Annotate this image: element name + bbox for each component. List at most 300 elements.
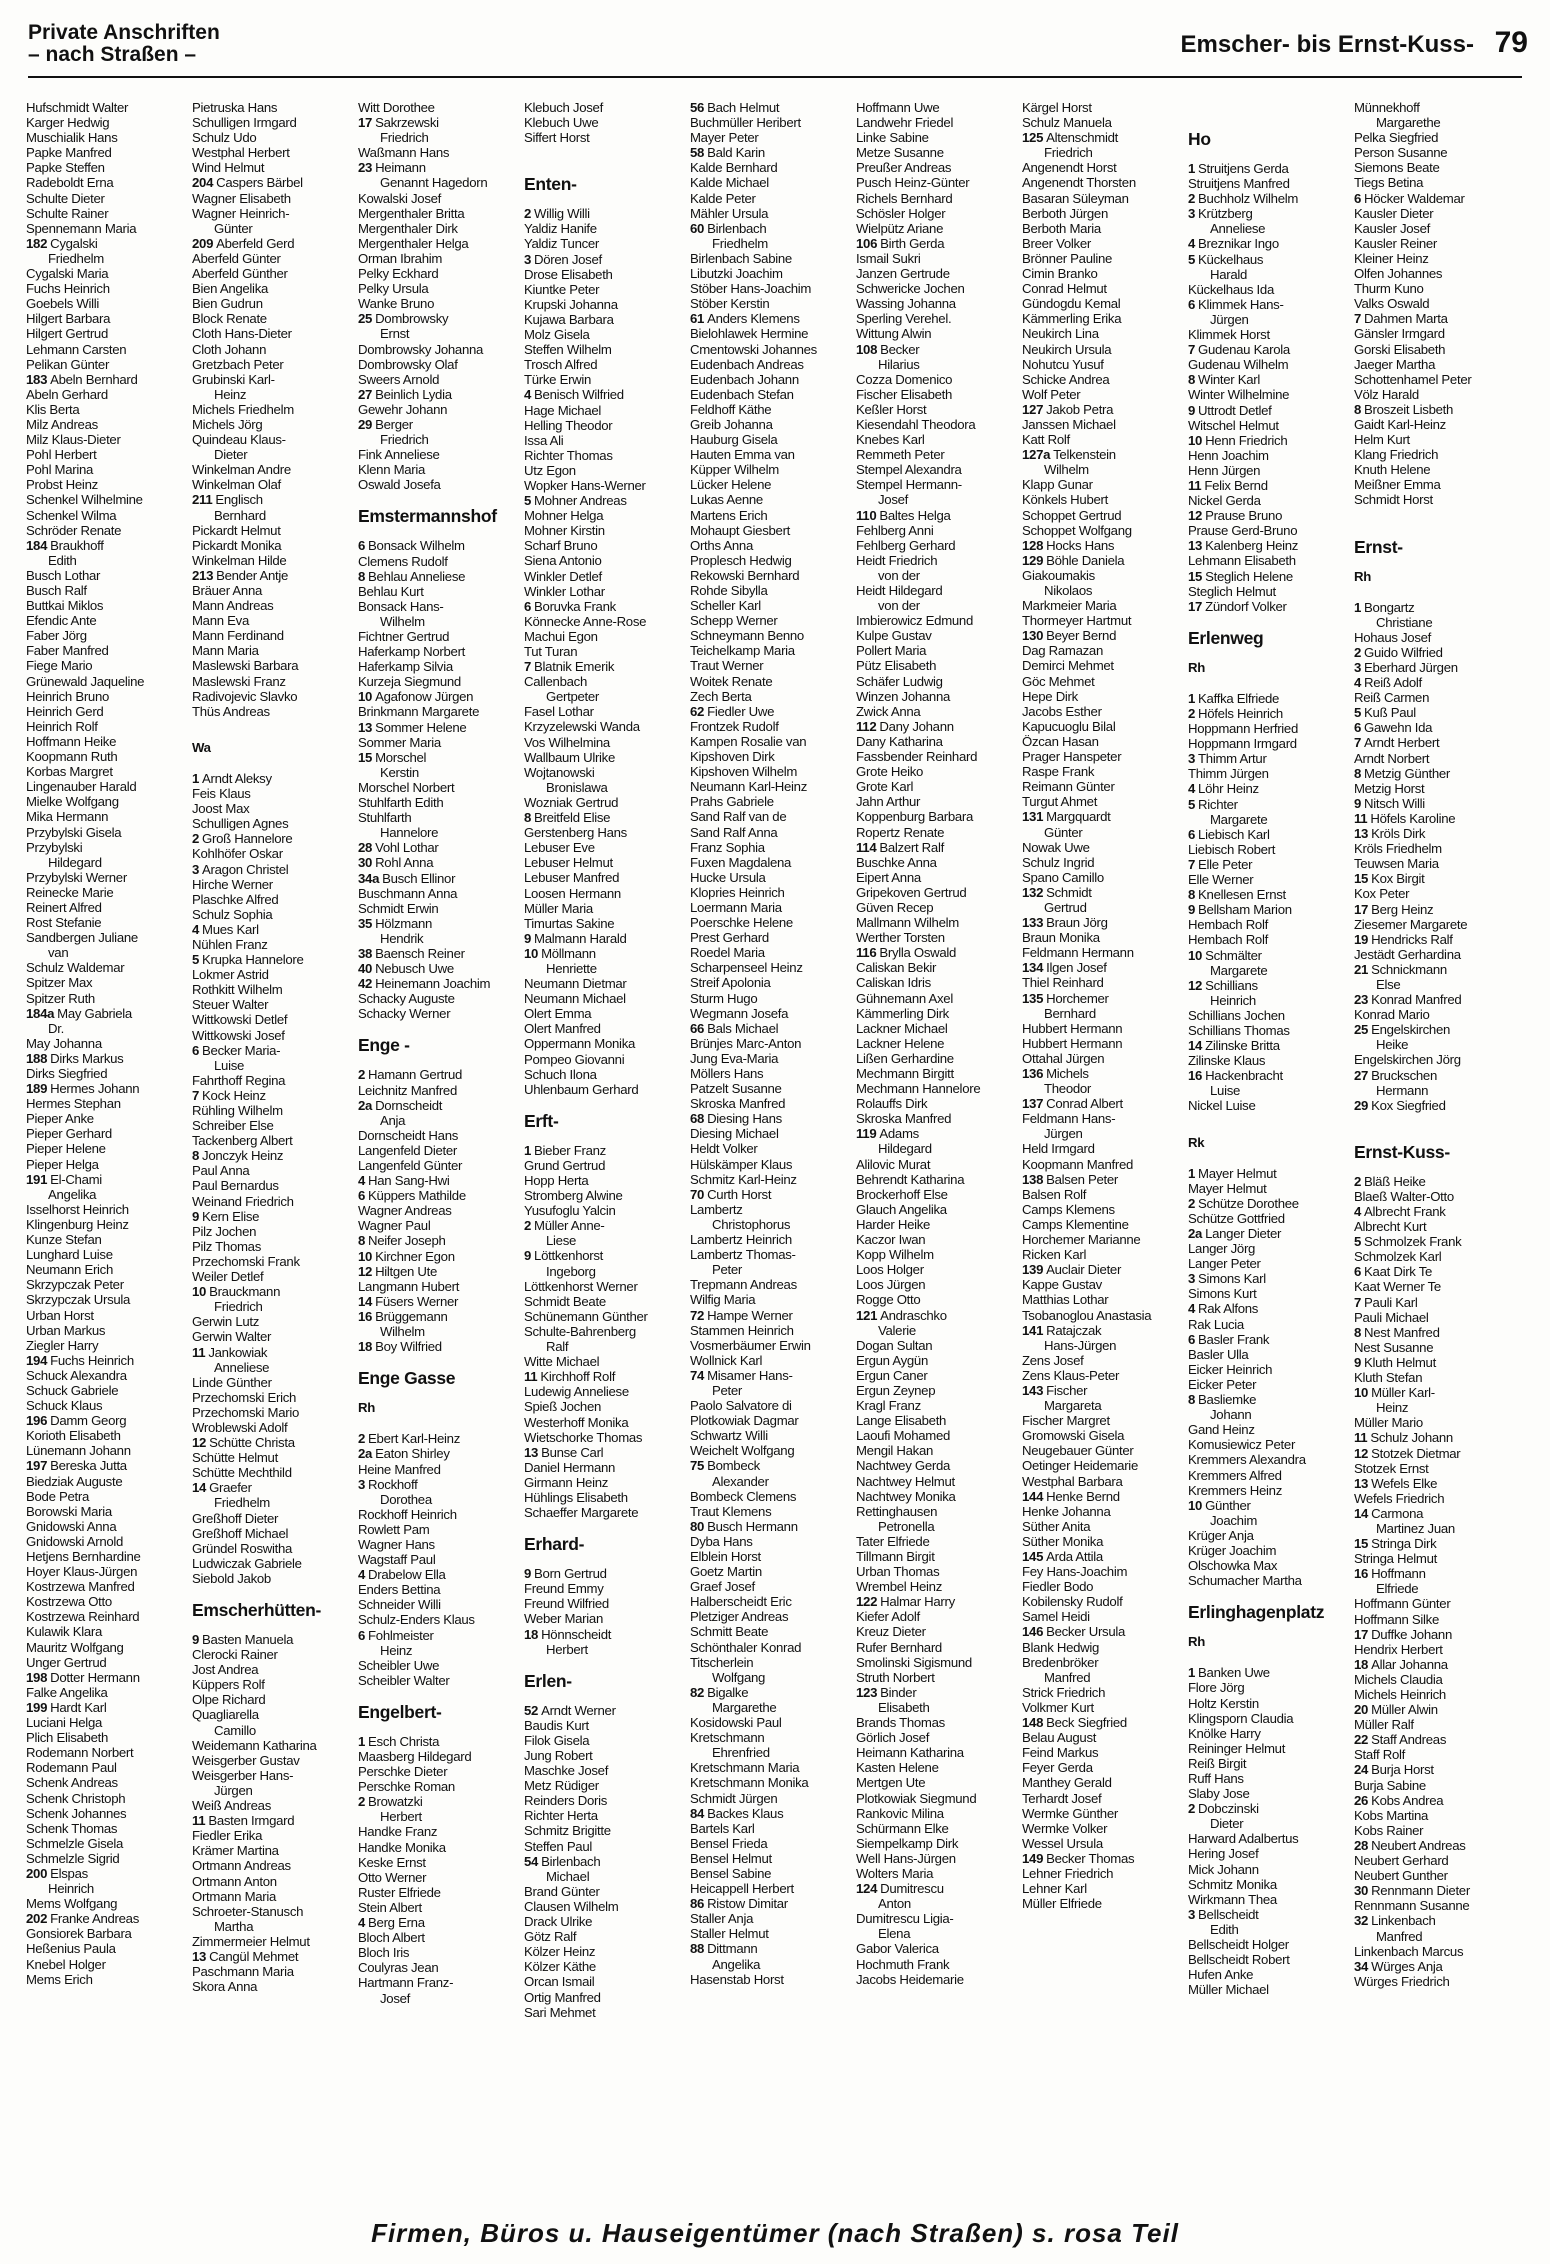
- entry-continuation: Bernhard: [214, 507, 266, 523]
- house-number: 148: [1022, 1715, 1044, 1731]
- house-number: 6: [358, 1188, 366, 1204]
- resident-entry: Biedziak Auguste: [26, 1473, 123, 1489]
- resident-entry: Hauten Emma van: [690, 447, 795, 463]
- resident-entry: Plich Elisabeth: [26, 1730, 108, 1746]
- resident-entry: Rettinghausen: [856, 1503, 938, 1519]
- house-number: 11: [1354, 1430, 1368, 1446]
- resident-entry: Rost Stefanie: [26, 915, 102, 931]
- resident-entry: Ergun Caner: [856, 1367, 928, 1383]
- resident-entry: 8 Nest Manfred: [1354, 1324, 1440, 1340]
- resident-entry: 194 Fuchs Heinrich: [26, 1352, 134, 1368]
- resident-entry: Handke Monika: [358, 1839, 446, 1855]
- resident-entry: Völz Harald: [1354, 386, 1419, 402]
- house-number: 188: [26, 1050, 48, 1066]
- resident-entry: Kopp Wilhelm: [856, 1247, 934, 1263]
- entry-continuation: Edith: [48, 552, 77, 568]
- resident-entry: 200 Elspas: [26, 1865, 88, 1881]
- resident-entry: Mergenthaler Britta: [358, 205, 465, 221]
- resident-entry: Pompeo Giovanni: [524, 1051, 625, 1067]
- resident-entry: Bielohlawek Hermine: [690, 326, 809, 342]
- resident-entry: Horchemer Marianne: [1022, 1232, 1141, 1248]
- resident-entry: Kremmers Alfred: [1188, 1467, 1282, 1483]
- resident-entry: Mann Ferdinand: [192, 628, 284, 644]
- resident-entry: Schillians Jochen: [1188, 1007, 1285, 1023]
- resident-entry: Liebisch Robert: [1188, 841, 1276, 857]
- resident-entry: Jung Eva-Maria: [690, 1050, 779, 1066]
- house-number: 1: [524, 1142, 532, 1158]
- house-number: 17: [1188, 598, 1203, 614]
- resident-entry: Demirci Mehmet: [1022, 658, 1114, 674]
- resident-entry: 24 Burja Horst: [1354, 1762, 1434, 1778]
- resident-entry: Bellscheidt Holger: [1188, 1937, 1289, 1953]
- resident-entry: Maslewski Franz: [192, 673, 286, 689]
- resident-entry: Gühnemann Axel: [856, 990, 953, 1006]
- house-number: 29: [1354, 1097, 1369, 1113]
- resident-entry: 213 Bender Antje: [192, 567, 289, 583]
- entry-continuation: Christophorus: [712, 1216, 791, 1232]
- resident-entry: Buschke Anna: [856, 854, 937, 870]
- resident-entry: 148 Beck Siegfried: [1022, 1715, 1127, 1731]
- resident-entry: Schulligen Agnes: [192, 816, 289, 832]
- resident-entry: Hubbert Hermann: [1022, 1020, 1123, 1036]
- resident-entry: 15 Stringa Dirk: [1354, 1536, 1437, 1552]
- resident-entry: Kapucuoglu Bilal: [1022, 718, 1116, 734]
- resident-entry: Gnidowski Anna: [26, 1518, 117, 1534]
- resident-entry: Knebel Holger: [26, 1956, 106, 1972]
- entry-continuation: Manfred: [1376, 1928, 1423, 1944]
- resident-entry: Patzelt Susanne: [690, 1081, 782, 1097]
- resident-entry: Michels Claudia: [1354, 1671, 1443, 1687]
- resident-entry: Tillmann Birgit: [856, 1549, 935, 1564]
- house-number: 145: [1022, 1549, 1044, 1564]
- resident-entry: 110 Baltes Helga: [856, 507, 951, 523]
- entry-continuation: Gertpeter: [546, 689, 600, 705]
- house-number: 137: [1022, 1096, 1044, 1112]
- resident-entry: Gerwin Walter: [192, 1329, 272, 1345]
- resident-entry: Kalde Peter: [690, 190, 756, 206]
- resident-entry: Maasberg Hildegard: [358, 1749, 472, 1764]
- resident-entry: Steffen Paul: [524, 1838, 593, 1854]
- resident-entry: Caliskan Idris: [856, 975, 931, 991]
- resident-entry: Olpe Richard: [192, 1692, 266, 1708]
- entry-continuation: Petronella: [878, 1518, 935, 1534]
- resident-entry: Müller Maria: [524, 900, 593, 916]
- spacer: [1354, 1113, 1516, 1128]
- resident-entry: Przechomski Mario: [192, 1404, 300, 1420]
- resident-entry: Weichelt Wolfgang: [690, 1443, 795, 1459]
- resident-entry: Cloth Johann: [192, 341, 267, 357]
- entry-continuation: Friedhelm: [712, 235, 768, 251]
- resident-entry: 30 Rohl Anna: [358, 855, 434, 871]
- resident-entry: Gudenau Wilhelm: [1188, 357, 1289, 373]
- section-title-line1: Private Anschriften: [28, 21, 220, 44]
- column-9: [1354, 100, 1516, 1989]
- resident-entry: Pieper Anke: [26, 1111, 94, 1127]
- resident-entry: 32 Linkenbach: [1354, 1913, 1436, 1929]
- resident-entry: Westphal Barbara: [1022, 1473, 1123, 1489]
- house-number: 129: [1022, 552, 1044, 568]
- resident-entry: Baudis Kurt: [524, 1717, 589, 1733]
- resident-entry: Stempel Hermann-: [856, 477, 962, 493]
- resident-entry: 7 Gudenau Karola: [1188, 342, 1290, 358]
- resident-entry: Heinrich Rolf: [26, 718, 98, 734]
- resident-entry: Ortig Manfred: [524, 1989, 601, 2005]
- house-number: 128: [1022, 537, 1044, 553]
- resident-entry: Lißen Gerhardine: [856, 1050, 954, 1066]
- house-number: 184a: [26, 1005, 55, 1021]
- house-number: 9: [524, 1566, 532, 1582]
- resident-entry: Nickel Gerda: [1188, 493, 1261, 509]
- resident-entry: Grünewald Jaqueline: [26, 673, 145, 689]
- street-heading: Emstermannshof: [358, 506, 497, 527]
- entry-continuation: Angelika: [712, 1956, 761, 1972]
- resident-entry: 88 Dittmann: [690, 1941, 758, 1957]
- resident-entry: Yusufoglu Yalcin: [524, 1203, 616, 1219]
- entry-continuation: Anneliese: [214, 1359, 270, 1375]
- resident-entry: Scheller Karl: [690, 598, 761, 614]
- house-number: 12: [1188, 977, 1203, 993]
- resident-entry: Knebes Karl: [856, 432, 925, 448]
- entry-continuation: Elisabeth: [878, 1699, 930, 1715]
- resident-entry: Dombrowsky Olaf: [358, 356, 458, 372]
- resident-entry: 9 Bellsham Marion: [1188, 902, 1292, 918]
- resident-entry: 12 Stotzek Dietmar: [1354, 1445, 1461, 1461]
- resident-entry: Yaldiz Hanife: [524, 221, 597, 237]
- district-code: Rh: [1188, 659, 1205, 675]
- resident-entry: Gromowski Gisela: [1022, 1428, 1125, 1444]
- resident-entry: Wollnick Karl: [690, 1352, 763, 1368]
- resident-entry: Bloch Albert: [358, 1930, 425, 1946]
- house-number: 52: [524, 1702, 539, 1718]
- resident-entry: Gretzbach Peter: [192, 356, 284, 372]
- resident-entry: Enders Bettina: [358, 1582, 441, 1598]
- resident-entry: Manthey Gerald: [1022, 1775, 1112, 1791]
- resident-entry: Kaat Werner Te: [1354, 1279, 1441, 1295]
- house-number: 2: [1188, 1801, 1196, 1817]
- house-number: 3: [1354, 660, 1362, 675]
- resident-entry: Witt Dorothee: [358, 100, 435, 115]
- resident-entry: 52 Arndt Werner: [524, 1702, 616, 1718]
- resident-entry: 22 Staff Andreas: [1354, 1732, 1447, 1748]
- resident-entry: Gündogdu Kemal: [1022, 296, 1121, 312]
- resident-entry: Clerocki Rainer: [192, 1647, 278, 1663]
- resident-entry: Metz Rüdiger: [524, 1778, 599, 1794]
- resident-entry: Schuch Ilona: [524, 1066, 597, 1082]
- resident-entry: Münnekhoff: [1354, 100, 1420, 115]
- resident-entry: 2 Willig Willi: [524, 206, 590, 222]
- resident-entry: Pieper Helga: [26, 1156, 99, 1172]
- resident-entry: Koppenburg Barbara: [856, 809, 974, 825]
- resident-entry: 3 Thimm Artur: [1188, 751, 1267, 767]
- resident-entry: 27 Bruckschen: [1354, 1067, 1437, 1083]
- house-number: 9: [1354, 795, 1362, 811]
- resident-entry: Schütte Mechthild: [192, 1465, 292, 1481]
- resident-entry: Basler Ulla: [1188, 1346, 1249, 1362]
- house-number: 8: [1354, 765, 1362, 781]
- resident-entry: Mika Hermann: [26, 809, 109, 825]
- resident-entry: 75 Bombeck: [690, 1458, 760, 1474]
- entry-continuation: Ernst: [380, 326, 410, 342]
- entry-continuation: Jürgen: [1044, 1126, 1083, 1142]
- resident-entry: Michels Jörg: [192, 416, 263, 432]
- resident-entry: Mielke Wolfgang: [26, 794, 119, 810]
- resident-entry: Valks Oswald: [1354, 296, 1430, 312]
- resident-entry: Wermke Günther: [1022, 1805, 1118, 1821]
- resident-entry: Neubert Gunther: [1354, 1868, 1448, 1884]
- resident-entry: 146 Becker Ursula: [1022, 1624, 1126, 1640]
- entry-continuation: Ehrenfried: [712, 1745, 770, 1761]
- resident-entry: Weiß Andreas: [192, 1798, 271, 1814]
- resident-entry: 6 Höcker Waldemar: [1354, 190, 1465, 206]
- resident-entry: Linkenbach Marcus: [1354, 1943, 1464, 1959]
- resident-entry: Klebuch Josef: [524, 100, 603, 115]
- resident-entry: Dombrowsky Johanna: [358, 341, 484, 357]
- resident-entry: Hauburg Gisela: [690, 432, 778, 448]
- entry-continuation: Dr.: [48, 1020, 64, 1036]
- house-number: 7: [524, 659, 532, 675]
- resident-entry: 82 Bigalke: [690, 1684, 749, 1700]
- resident-entry: 28 Vohl Lothar: [358, 840, 439, 856]
- house-number: 125: [1022, 130, 1044, 146]
- resident-entry: Milz Klaus-Dieter: [26, 432, 121, 448]
- resident-entry: Süther Monika: [1022, 1533, 1104, 1549]
- resident-entry: Plotkowiak Dagmar: [690, 1413, 799, 1429]
- resident-entry: Bloch Iris: [358, 1945, 410, 1961]
- resident-entry: Fiedler Erika: [192, 1828, 263, 1844]
- resident-entry: Ziegler Harry: [26, 1337, 99, 1353]
- resident-entry: Hucke Ursula: [690, 869, 766, 885]
- house-number: 20: [1354, 1702, 1369, 1718]
- resident-entry: Kleiner Heinz: [1354, 250, 1429, 266]
- resident-entry: Prest Gerhard: [690, 930, 769, 946]
- entry-continuation: Friedrich: [1044, 145, 1093, 161]
- resident-entry: Wroblewski Adolf: [192, 1419, 288, 1435]
- resident-entry: Reimann Günter: [1022, 779, 1115, 795]
- resident-entry: 5 Richter: [1188, 796, 1238, 812]
- house-number: 4: [358, 1173, 366, 1189]
- house-number: 70: [690, 1186, 705, 1202]
- resident-entry: Schneider Willi: [358, 1597, 441, 1613]
- resident-entry: 1 Esch Christa: [358, 1733, 440, 1749]
- resident-entry: Hülskämper Klaus: [690, 1156, 793, 1172]
- entry-continuation: Friedrich: [380, 432, 429, 448]
- resident-entry: Wagner Hans: [358, 1536, 435, 1552]
- resident-entry: Wallbaum Ulrike: [524, 749, 616, 765]
- resident-entry: 1 Arndt Aleksy: [192, 770, 272, 786]
- resident-entry: Haferkamp Norbert: [358, 644, 466, 660]
- resident-entry: Poerschke Helene: [690, 915, 793, 931]
- resident-entry: Wolf Peter: [1022, 386, 1081, 402]
- resident-entry: Prahs Gabriele: [690, 794, 774, 810]
- resident-entry: Conrad Helmut: [1022, 281, 1107, 297]
- resident-entry: Steglich Helmut: [1188, 583, 1276, 599]
- resident-entry: Kipshoven Dirk: [690, 749, 775, 765]
- resident-entry: Katt Rolf: [1022, 432, 1070, 448]
- resident-entry: Mohaupt Giesbert: [690, 522, 791, 538]
- resident-entry: 16 Hackenbracht: [1188, 1068, 1283, 1084]
- entry-continuation: Wilhelm: [380, 613, 425, 629]
- resident-entry: Eudenbach Stefan: [690, 386, 794, 402]
- resident-entry: 145 Arda Attila: [1022, 1549, 1103, 1564]
- resident-entry: Schmolzek Karl: [1354, 1249, 1442, 1265]
- house-number: 14: [192, 1480, 207, 1496]
- resident-entry: 2 Ebert Karl-Heinz: [358, 1431, 460, 1447]
- resident-entry: Türke Erwin: [524, 372, 592, 388]
- resident-entry: Weiler Detlef: [192, 1269, 264, 1285]
- resident-entry: Zimmermeier Helmut: [192, 1933, 310, 1949]
- house-number: 7: [1354, 735, 1362, 751]
- house-number: 21: [1354, 961, 1369, 977]
- house-number: 5: [1354, 705, 1362, 721]
- resident-entry: 1 Mayer Helmut: [1188, 1165, 1277, 1181]
- resident-entry: Könnecke Anne-Rose: [524, 613, 647, 629]
- resident-entry: 74 Misamer Hans-: [690, 1367, 793, 1383]
- resident-entry: Schürmann Elke: [856, 1820, 949, 1836]
- resident-entry: Kulawik Klara: [26, 1624, 102, 1640]
- header-rule: [28, 76, 1522, 78]
- resident-entry: Perschke Roman: [358, 1779, 455, 1795]
- resident-entry: Kox Peter: [1354, 886, 1410, 902]
- resident-entry: Staff Rolf: [1354, 1747, 1405, 1763]
- resident-entry: Spitzer Max: [26, 975, 93, 991]
- resident-entry: 15 Kox Birgit: [1354, 871, 1425, 887]
- resident-entry: Kipshoven Wilhelm: [690, 764, 798, 780]
- house-number: 4: [1354, 675, 1362, 691]
- resident-entry: Sturm Hugo: [690, 990, 758, 1006]
- resident-entry: 128 Hocks Hans: [1022, 537, 1115, 553]
- house-number: 7: [1188, 342, 1196, 358]
- resident-entry: Schulte Dieter: [26, 190, 105, 206]
- house-number: 139: [1022, 1262, 1044, 1278]
- resident-entry: 7 Elle Peter: [1188, 856, 1253, 872]
- resident-entry: Stein Albert: [358, 1899, 422, 1915]
- house-number: 10: [1354, 1385, 1369, 1401]
- resident-entry: Isselhorst Heinrich: [26, 1201, 129, 1217]
- resident-entry: Schmelzle Sigrid: [26, 1850, 120, 1866]
- resident-entry: 62 Fiedler Uwe: [690, 703, 775, 719]
- resident-entry: Morschel Norbert: [358, 779, 455, 795]
- resident-entry: Loos Holger: [856, 1262, 924, 1278]
- resident-entry: Spitzer Ruth: [26, 990, 95, 1006]
- resident-entry: Dag Ramazan: [1022, 643, 1103, 659]
- house-number: 18: [1354, 1656, 1369, 1672]
- resident-entry: Mann Andreas: [192, 598, 274, 614]
- house-number: 3: [1188, 1906, 1196, 1922]
- house-number: 17: [358, 115, 373, 131]
- entry-continuation: Martinez Juan: [1376, 1520, 1455, 1536]
- resident-entry: Laoufi Mohamed: [856, 1428, 951, 1444]
- entry-continuation: Margareta: [1044, 1398, 1102, 1414]
- resident-entry: Zilinske Klaus: [1188, 1053, 1266, 1069]
- house-number: 213: [192, 567, 214, 583]
- resident-entry: Neumann Karl-Heinz: [690, 779, 808, 795]
- resident-entry: Kappe Gustav: [1022, 1277, 1102, 1293]
- resident-entry: Heßenius Paula: [26, 1941, 116, 1957]
- resident-entry: Terhardt Josef: [1022, 1790, 1102, 1806]
- spacer: [1188, 1114, 1350, 1129]
- resident-entry: Schmidt Jürgen: [690, 1790, 778, 1806]
- resident-entry: Plaschke Alfred: [192, 891, 279, 907]
- resident-entry: Hoffmann Günter: [1354, 1596, 1451, 1612]
- resident-entry: Küpper Wilhelm: [690, 462, 779, 478]
- resident-entry: 19 Hendricks Ralf: [1354, 931, 1453, 947]
- resident-entry: Dornscheidt Hans: [358, 1127, 459, 1143]
- resident-entry: 2 Browatzki: [358, 1794, 423, 1810]
- resident-entry: Mohner Kirstin: [524, 523, 605, 539]
- resident-entry: Urban Thomas: [856, 1564, 940, 1580]
- resident-entry: 6 Fohlmeister: [358, 1627, 434, 1643]
- resident-entry: Lebuser Manfred: [524, 870, 620, 886]
- house-number: 108: [856, 341, 878, 357]
- resident-entry: Kosidowski Paul: [690, 1715, 782, 1731]
- entry-continuation: Else: [1376, 976, 1401, 992]
- resident-entry: Stotzek Ernst: [1354, 1460, 1429, 1476]
- resident-entry: Mann Maria: [192, 643, 259, 659]
- resident-entry: Tater Elfriede: [856, 1533, 930, 1549]
- resident-entry: 15 Morschel: [358, 749, 427, 765]
- house-number: 75: [690, 1458, 705, 1474]
- entry-continuation: Dieter: [214, 447, 248, 463]
- resident-entry: Wirkmann Thea: [1188, 1891, 1277, 1907]
- resident-entry: 11 Schulz Johann: [1354, 1430, 1453, 1446]
- resident-entry: 132 Schmidt: [1022, 884, 1092, 900]
- resident-entry: 6 Basler Frank: [1188, 1331, 1270, 1347]
- resident-entry: Schulz Sophia: [192, 906, 273, 922]
- resident-entry: Krupski Johanna: [524, 296, 618, 312]
- resident-entry: Gorski Elisabeth: [1354, 341, 1446, 357]
- resident-entry: Rühling Wilhelm: [192, 1103, 283, 1118]
- resident-entry: Mohner Helga: [524, 508, 604, 524]
- house-number: 11: [192, 1813, 206, 1829]
- resident-entry: Gänsler Irmgard: [1354, 326, 1445, 342]
- resident-entry: Klopries Heinrich: [690, 884, 785, 900]
- resident-entry: Kausler Josef: [1354, 220, 1430, 236]
- resident-entry: Nachtwey Helmut: [856, 1473, 955, 1489]
- house-number: 1: [192, 770, 200, 786]
- resident-entry: 2 Müller Anne-: [524, 1218, 605, 1234]
- resident-entry: Hubbert Hermann: [1022, 1035, 1123, 1051]
- house-number: 198: [26, 1669, 48, 1685]
- column-1: [26, 100, 188, 1987]
- resident-entry: Wolters Maria: [856, 1865, 934, 1881]
- entry-continuation: Heinz: [1376, 1400, 1409, 1416]
- resident-entry: Mergenthaler Helga: [358, 235, 469, 251]
- resident-entry: Hilgert Barbara: [26, 311, 111, 327]
- resident-entry: Hartmann Franz-: [358, 1975, 454, 1991]
- resident-entry: Mann Eva: [192, 613, 249, 629]
- resident-entry: Person Susanne: [1354, 145, 1448, 161]
- house-number: 2: [358, 1431, 366, 1447]
- resident-entry: Brönner Pauline: [1022, 250, 1113, 266]
- section-title-line2: – nach Straßen –: [28, 43, 197, 66]
- resident-entry: Olschowka Max: [1188, 1558, 1278, 1574]
- resident-entry: 137 Conrad Albert: [1022, 1096, 1123, 1112]
- house-number: 121: [856, 1307, 878, 1323]
- resident-entry: 189 Hermes Johann: [26, 1081, 140, 1097]
- resident-entry: Haferkamp Silvia: [358, 659, 453, 675]
- resident-entry: Fischer Margret: [1022, 1413, 1110, 1429]
- resident-entry: Fuxen Magdalena: [690, 854, 792, 870]
- resident-entry: Kalde Michael: [690, 175, 769, 191]
- resident-entry: 5 Mohner Andreas: [524, 493, 627, 509]
- resident-entry: Slaby Jose: [1188, 1786, 1250, 1802]
- entry-continuation: Michael: [546, 1868, 590, 1884]
- resident-entry: Weinand Friedrich: [192, 1193, 294, 1209]
- resident-entry: 136 Michels: [1022, 1066, 1089, 1081]
- resident-entry: Kausler Reiner: [1354, 235, 1438, 251]
- resident-entry: 2 Höfels Heinrich: [1188, 706, 1283, 721]
- house-number: 7: [1354, 1294, 1362, 1310]
